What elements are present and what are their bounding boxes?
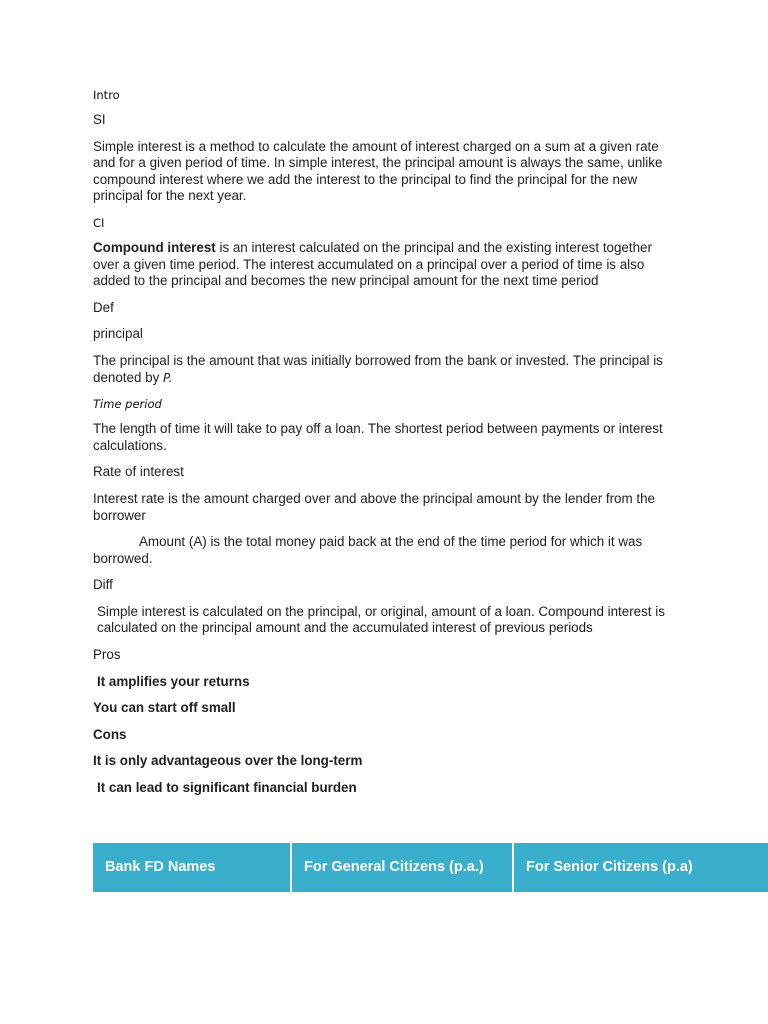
si-heading: SI	[93, 112, 106, 127]
ci-bold-term: Compound interest	[93, 239, 216, 255]
rate-heading: Rate of interest	[93, 464, 184, 480]
cons-heading: Cons	[93, 726, 127, 742]
intro-heading: Intro	[93, 88, 120, 102]
ci-paragraph	[93, 240, 673, 290]
def-heading: Def	[93, 299, 114, 315]
col-header-senior-citizens: For Senior Citizens (p.a)	[513, 843, 768, 892]
time-period-heading: Time period	[93, 397, 162, 412]
time-period-paragraph: The length of time it will take to pay off a loan. The shortest period between payments or interest calculations.	[93, 421, 663, 453]
cons-item: It can lead to significant financial burden	[97, 780, 357, 796]
diff-heading: Diff	[93, 577, 113, 593]
cons-item: It is only advantageous over the long-term	[93, 753, 363, 769]
col-header-bank-names: Bank FD Names	[93, 843, 291, 892]
fd-rates-table	[93, 843, 768, 892]
pros-item: It amplifies your returns	[97, 673, 250, 689]
principal-paragraph	[93, 353, 673, 386]
col-header-general-citizens: For General Citizens (p.a.)	[291, 843, 513, 892]
rate-paragraph: Interest rate is the amount charged over and above the principal amount by the lender from the borrower	[93, 490, 655, 523]
ci-text: is an interest calculated on the principal and the existing interest together over a given time period. The interest accumulated on a principal over a period of time is also added to the principal and becomes the new principal amount for the next time period	[93, 239, 652, 289]
pros-heading: Pros	[93, 647, 121, 663]
principal-symbol: P.	[163, 370, 173, 385]
table-header-row	[93, 843, 768, 892]
amount-paragraph: Amount (A) is the total money paid back at the end of the time period for which it was borrowed.	[93, 534, 643, 566]
ci-heading: CI	[93, 215, 105, 230]
document-body	[93, 87, 673, 807]
pros-item: You can start off small	[93, 700, 236, 716]
diff-paragraph: Simple interest is calculated on the principal, or original, amount of a loan. Compound interest is calculated on the principal amount and the accumulated interest of previous periods	[97, 603, 665, 636]
principal-text: The principal is the amount that was initially borrowed from the bank or invested. The principal is denoted by	[93, 352, 663, 385]
si-paragraph: Simple interest is a method to calculate the amount of interest charged on a sum at a given rate and for a given period of time. In simple interest, the principal amount is always the same, unlike compound interest where we add the interest to the principal to find the principal for the new principal for the next year.	[93, 138, 663, 204]
principal-heading: principal	[93, 326, 143, 342]
